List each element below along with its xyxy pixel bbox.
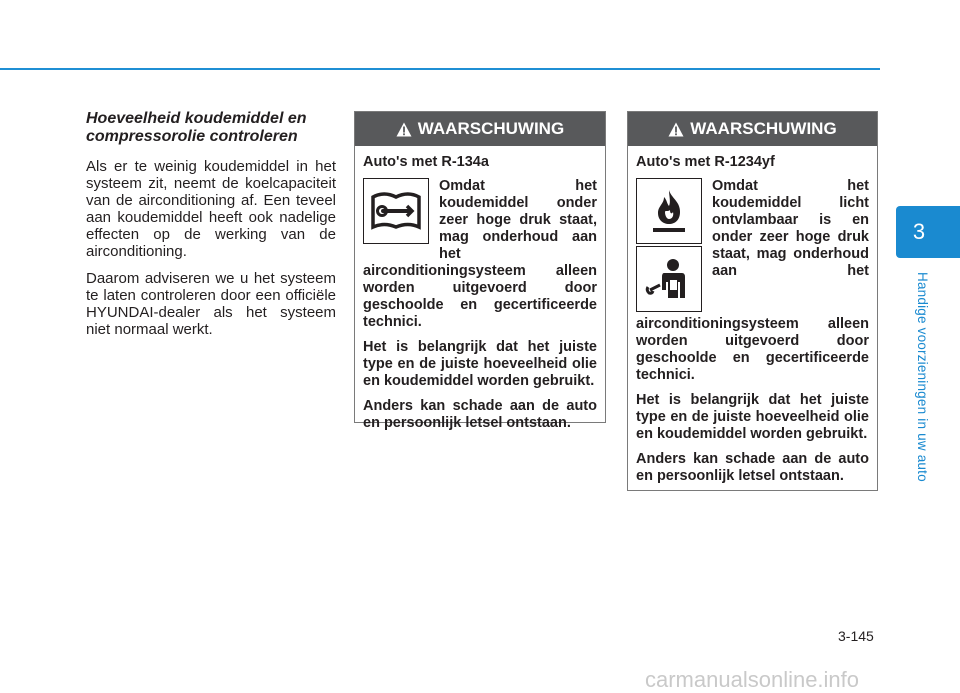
chapter-title: Handige voorzieningen in uw auto [915, 272, 930, 482]
warning-body [628, 146, 877, 485]
paragraph: Als er te weinig koudemiddel in het systeem zit, neemt de koelcapaciteit van de airconditioning af. Een teveel aan koudemiddel heeft ook nadelige effecten op de werking van de airconditioning. [86, 158, 336, 260]
warning-title: WAARSCHUWING [417, 119, 565, 138]
warning-box-r1234yf [627, 111, 878, 491]
service-book-icon [363, 178, 429, 244]
technician-icon [636, 246, 702, 312]
warning-subtitle: Auto's met R-134a [363, 154, 489, 170]
warning-text: Het is belangrijk dat het juiste type en de juiste hoeveelheid olie en koudemiddel worden gebruikt. [363, 339, 597, 389]
watermark: carmanualsonline.info [645, 667, 860, 692]
warning-box-r134a [354, 111, 606, 431]
page-number: 3-145 [838, 628, 874, 644]
warning-text: Het is belangrijk dat het juiste type en de juiste hoeveelheid olie en koudemiddel worden gebruikt. [636, 392, 869, 442]
top-rule [0, 68, 880, 70]
warning-header [628, 112, 877, 146]
warning-subtitle: Auto's met R-1234yf [636, 154, 775, 170]
warning-header [355, 112, 605, 146]
warning-body [355, 146, 605, 432]
section-content [86, 110, 336, 348]
warning-text: Anders kan schade aan de auto en persoonlijk letsel ontstaan. [636, 451, 869, 484]
warning-text: Omdat het koudemiddel onder zeer hoge druk staat, mag onderhoud aan het airconditioningsysteem alleen worden uitgevoerd door geschoolde en gecertificeerde technici. [363, 178, 597, 330]
warning-text: Anders kan schade aan de auto en persoonlijk letsel ontstaan. [363, 398, 597, 431]
section-heading: Hoeveelheid koudemiddel en compressorolie controleren [86, 110, 307, 145]
flammable-icon [636, 178, 702, 244]
chapter-tab [896, 206, 960, 258]
warning-icons [636, 178, 702, 312]
chapter-number: 3 [912, 219, 926, 244]
warning-triangle-icon [668, 122, 684, 137]
warning-triangle-icon [396, 122, 412, 137]
paragraph: Daarom adviseren we u het systeem te laten controleren door een officiële HYUNDAI-dealer als het systeem niet normaal werkt. [86, 270, 336, 338]
warning-title: WAARSCHUWING [690, 119, 837, 138]
warning-text: Omdat het koudemiddel licht ontvlambaar is en onder zeer hoge druk staat, mag onderhoud aan het airconditioningsysteem alleen worden uitgevoerd door geschoolde en gecertificeerde technici. [636, 178, 869, 383]
